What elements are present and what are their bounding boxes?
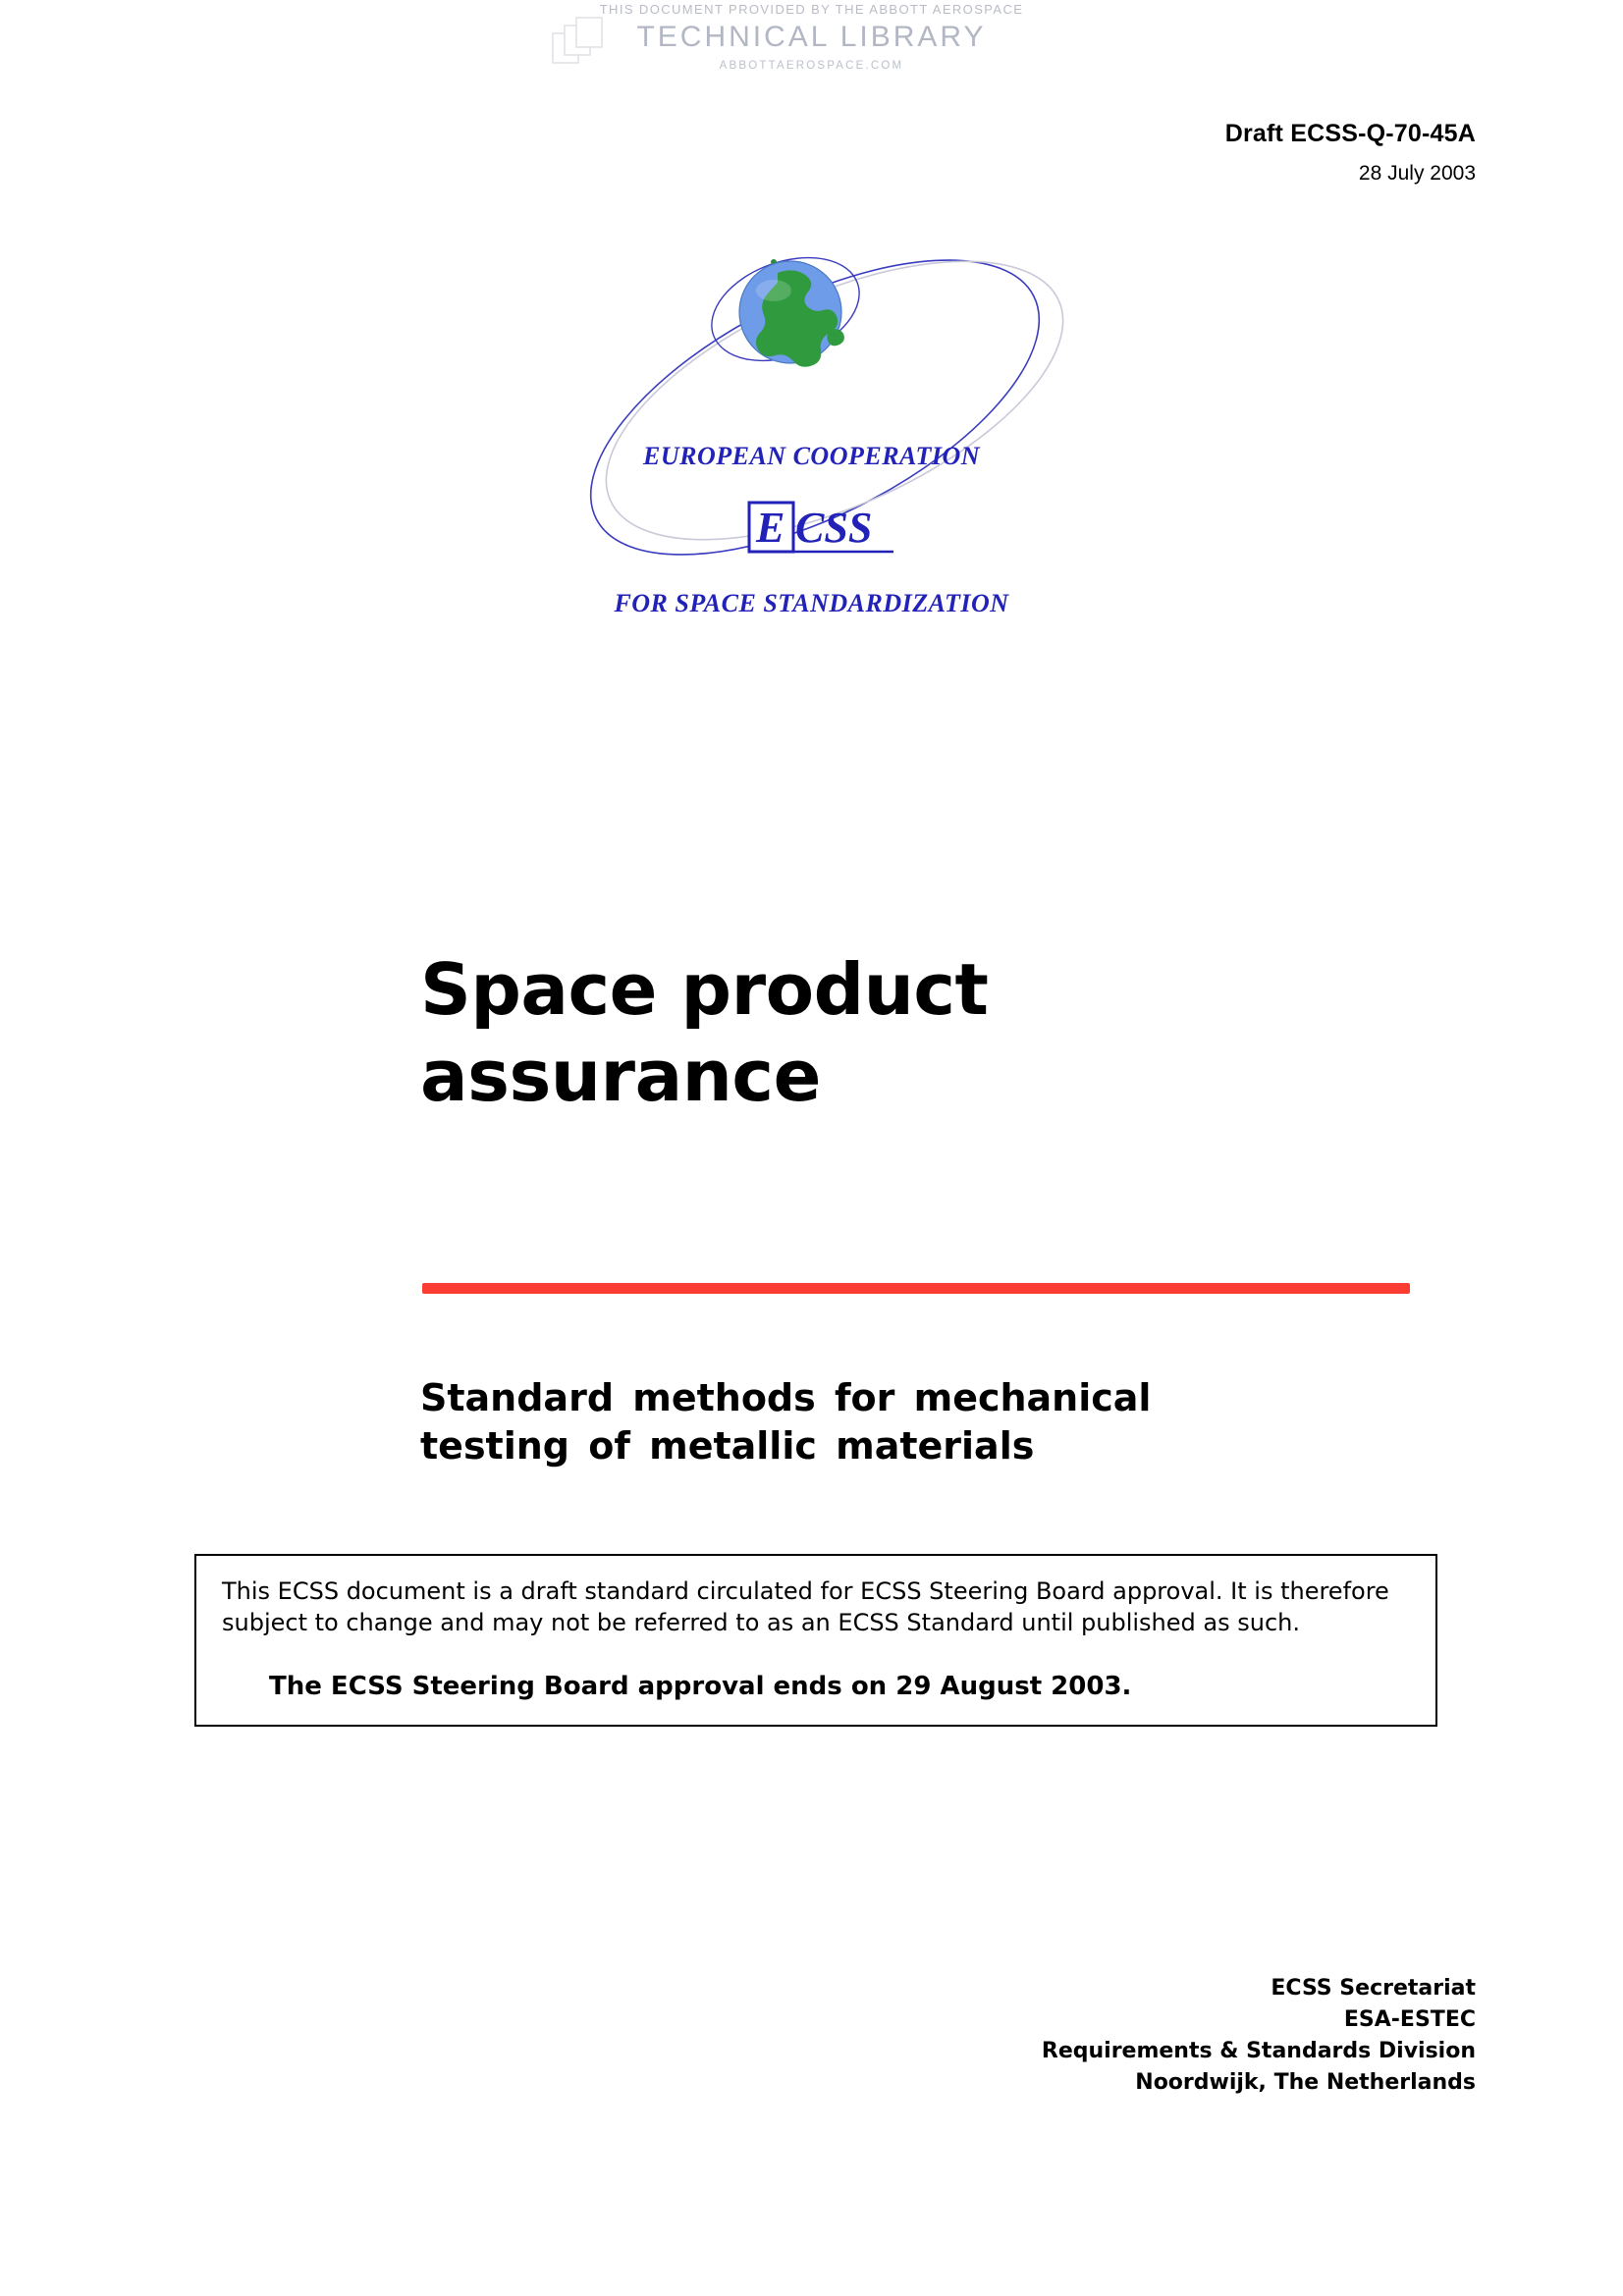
approval-deadline-text: The ECSS Steering Board approval ends on 29 August 2003. (269, 1672, 1132, 1702)
document-date: 28 July 2003 (1358, 162, 1476, 185)
watermark-banner (0, 0, 1623, 98)
svg-text:E: E (756, 504, 785, 552)
publisher-line-4: Noordwijk, The Netherlands (1135, 2069, 1476, 2095)
subtitle-line-1: Standard methods for mechanical (420, 1376, 1152, 1419)
watermark-line-2: TECHNICAL LIBRARY (636, 21, 987, 53)
watermark-line-3: ABBOTTAEROSPACE.COM (719, 60, 904, 72)
publisher-line-1: ECSS Secretariat (1271, 1976, 1476, 2001)
logo-top-text: EUROPEAN COOPERATION (643, 442, 980, 470)
document-number: Draft ECSS-Q-70-45A (1224, 120, 1476, 147)
svg-text:CSS: CSS (795, 504, 873, 552)
ecss-logo (0, 236, 1623, 697)
subtitle-line-2: testing of metallic materials (420, 1423, 1035, 1468)
draft-notice-text: This ECSS document is a draft standard circulated for ECSS Steering Board approval. It is therefore subject to change and may not be referred to as an ECSS Standard until published as such. (222, 1577, 1389, 1637)
logo-bottom-text: FOR SPACE STANDARDIZATION (614, 589, 1009, 617)
title-divider-rule (422, 1283, 1410, 1294)
page-subtitle (420, 1374, 1412, 1469)
publisher-address (1042, 1973, 1476, 2099)
page-title (420, 947, 1304, 1120)
publisher-line-3: Requirements & Standards Division (1041, 2038, 1476, 2063)
draft-notice-box (194, 1554, 1437, 1727)
abbott-cubes-icon (549, 12, 618, 80)
title-line-1: Space product (420, 948, 989, 1031)
title-line-2: assurance (420, 1034, 821, 1117)
publisher-line-2: ESA-ESTEC (1343, 2006, 1476, 2032)
ecss-wordmark (749, 503, 893, 552)
watermark-line-1: THIS DOCUMENT PROVIDED BY THE ABBOTT AEROSPACE (599, 2, 1024, 17)
